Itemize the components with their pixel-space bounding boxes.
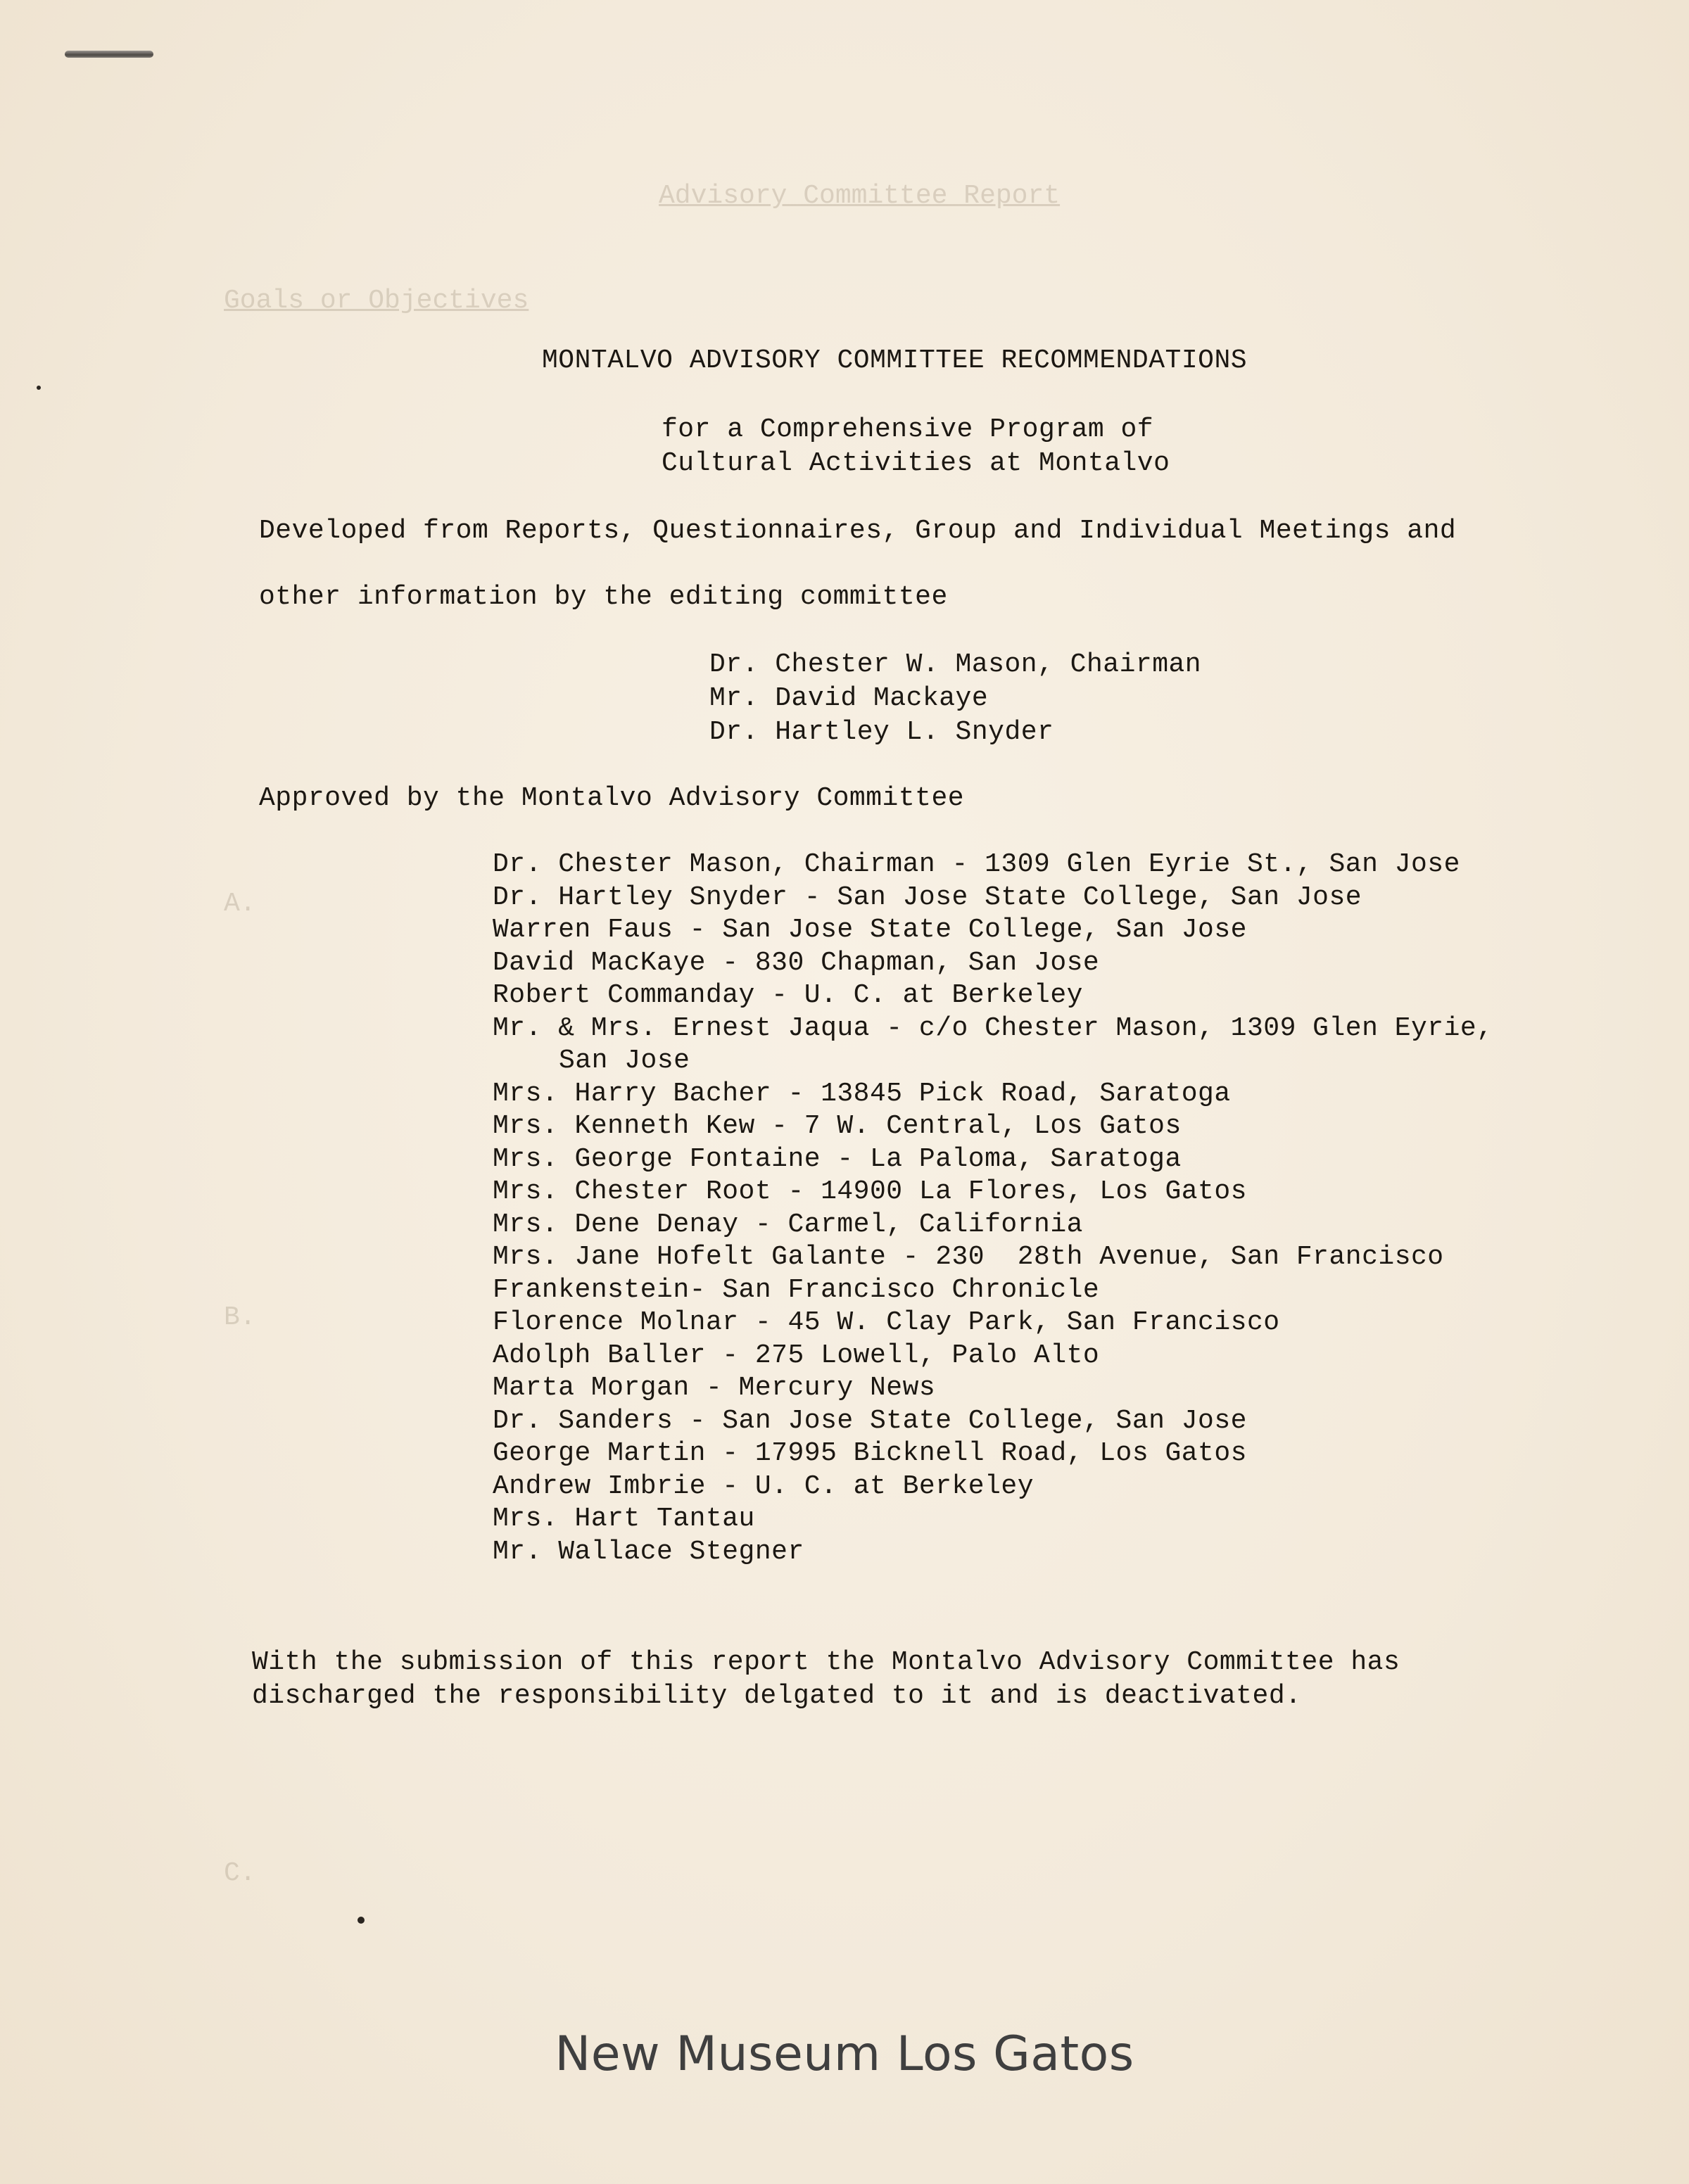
bleed-through-section: Goals or Objectives [224, 286, 529, 316]
editing-committee-member: Dr. Hartley L. Snyder [709, 717, 1054, 747]
watermark: New Museum Los Gatos [555, 2026, 1134, 2082]
list-item: Marta Morgan - Mercury News [493, 1373, 936, 1403]
list-item: Mr. & Mrs. Ernest Jaqua - c/o Chester Mason, 1309 Glen Eyrie, [493, 1012, 1493, 1043]
staple-mark [65, 51, 153, 58]
bleed-through-item: A. [224, 889, 256, 919]
list-item: Frankenstein- San Francisco Chronicle [493, 1274, 1100, 1305]
list-item: Andrew Imbrie - U. C. at Berkeley [493, 1471, 1035, 1502]
document-subtitle: for a Comprehensive Program of [662, 414, 1154, 445]
list-item: Mrs. Jane Hofelt Galante - 230 28th Avenue, San Francisco [493, 1242, 1444, 1272]
list-item: David MacKaye - 830 Chapman, San Jose [493, 947, 1100, 978]
list-item: Mrs. Chester Root - 14900 La Flores, Los Gatos [493, 1176, 1247, 1207]
list-item: Mrs. Harry Bacher - 13845 Pick Road, Saratoga [493, 1078, 1231, 1109]
list-item: Mr. Wallace Stegner [493, 1536, 804, 1567]
ink-speck [37, 386, 41, 390]
list-item: Adolph Baller - 275 Lowell, Palo Alto [493, 1340, 1100, 1371]
list-item: Dr. Chester Mason, Chairman - 1309 Glen Eyrie St., San Jose [493, 849, 1460, 880]
closing-statement: With the submission of this report the Montalvo Advisory Committee has [252, 1647, 1400, 1677]
committee-member-list [493, 849, 1493, 1568]
list-item: Dr. Sanders - San Jose State College, San Jose [493, 1405, 1247, 1436]
document-title: MONTALVO ADVISORY COMMITTEE RECOMMENDATIONS [542, 345, 1248, 376]
ink-speck [358, 1917, 365, 1924]
closing-statement: discharged the responsibility delgated to it and is deactivated. [252, 1681, 1302, 1711]
bleed-through-item: C. [224, 1858, 256, 1888]
list-item: San Jose [559, 1046, 690, 1076]
list-item: Florence Molnar - 45 W. Clay Park, San Francisco [493, 1307, 1280, 1338]
list-item: Robert Commanday - U. C. at Berkeley [493, 980, 1083, 1010]
bleed-through-heading: Advisory Committee Report [659, 181, 1061, 211]
editing-committee-member: Dr. Chester W. Mason, Chairman [709, 649, 1202, 680]
list-item: Mrs. Hart Tantau [493, 1504, 755, 1534]
list-item: George Martin - 17995 Bicknell Road, Los Gatos [493, 1438, 1247, 1468]
approved-by-heading: Approved by the Montalvo Advisory Committee [259, 783, 965, 813]
intro-text: Developed from Reports, Questionnaires, Group and Individual Meetings and [259, 516, 1457, 546]
list-item: Mrs. Kenneth Kew - 7 W. Central, Los Gatos [493, 1111, 1182, 1141]
bleed-through-item: B. [224, 1302, 256, 1333]
intro-text: other information by the editing committee [259, 582, 948, 612]
list-item: Mrs. Dene Denay - Carmel, California [493, 1209, 1083, 1240]
editing-committee-member: Mr. David Mackaye [709, 683, 989, 713]
list-item: Dr. Hartley Snyder - San Jose State College, San Jose [493, 882, 1362, 913]
document-subtitle: Cultural Activities at Montalvo [662, 448, 1170, 478]
list-item: Mrs. George Fontaine - La Paloma, Saratoga [493, 1143, 1182, 1174]
list-item: Warren Faus - San Jose State College, San Jose [493, 915, 1247, 945]
